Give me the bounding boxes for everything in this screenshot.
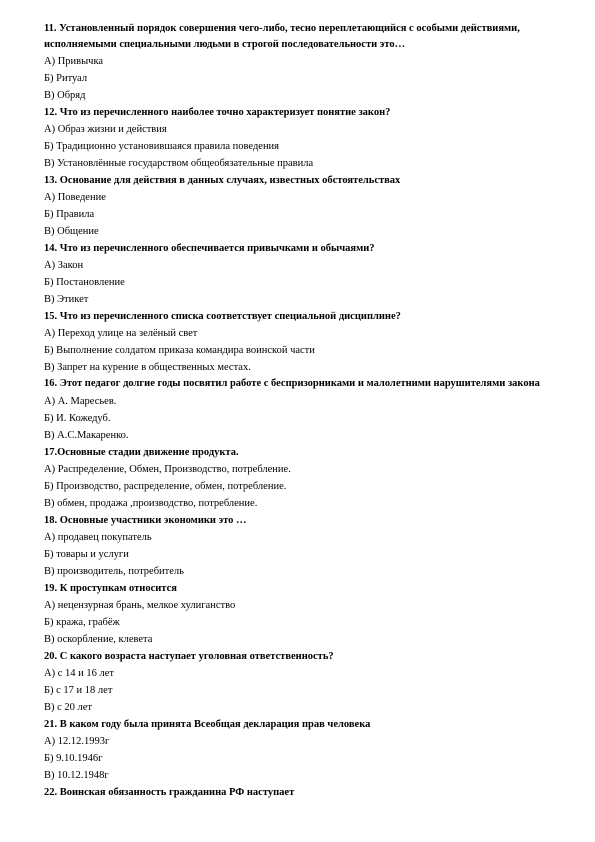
question-text: 15. Что из перечисленного списка соответствует специальной дисциплине? [44,311,401,322]
answer-option: А) Привычка [44,56,104,67]
question-block [44,512,559,580]
answer-option: В) Общение [44,226,99,237]
answer-option: В) 10.12.1948г [44,770,109,781]
answer-option: А) Поведение [44,192,106,203]
question-text: 13. Основание для действия в данных случаях, известных обстоятельствах [44,175,401,186]
question-block [44,648,559,716]
answer-option: Б) И. Кожедуб. [44,413,111,424]
question-block [44,104,559,172]
answer-option: В) с 20 лет [44,702,93,713]
question-block [44,21,559,104]
answer-option: В) Обряд [44,90,86,101]
answer-option: Б) товары и услуги [44,549,129,560]
question-block [44,716,559,784]
answer-option: А) нецензурная брань, мелкое хулиганство [44,600,236,611]
question-text: 20. С какого возраста наступает уголовная ответственность? [44,651,334,662]
answer-option: Б) с 17 и 18 лет [44,685,113,696]
answer-option: А) с 14 и 16 лет [44,668,114,679]
question-text: 22. Воинская обязанность гражданина РФ наступает [44,787,295,798]
question-block [44,444,559,512]
question-text: 19. К проступкам относится [44,583,177,594]
answer-option: В) обмен, продажа ,производство, потребление. [44,498,258,509]
answer-option: В) Установлённые государством общеобязательные правила [44,158,314,169]
question-text: 21. В каком году была принята Всеобщая декларация прав человека [44,719,371,730]
answer-option: Б) Традиционно установившаяся правила поведения [44,141,280,152]
questions-list [44,21,559,801]
question-text: 11. Установленный порядок совершения чего-либо, тесно переплетающийся с особыми действиями, исполняемыми специальными людьми в строгой последовательности это… [44,23,520,50]
answer-option: Б) Выполнение солдатом приказа командира воинской части [44,345,315,356]
question-text: 14. Что из перечисленного обеспечивается привычками и обычаями? [44,243,375,254]
question-text: 12. Что из перечисленного наиболее точно характеризует понятие закон? [44,107,391,118]
answer-option: В) Этикет [44,294,89,305]
question-text: 17.Основные стадии движение продукта. [44,447,239,458]
answer-option: В) Запрет на курение в общественных местах. [44,362,251,373]
answer-option: А) Распределение, Обмен, Производство, потребление. [44,464,291,475]
question-block [44,240,559,308]
question-text: 16. Этот педагог долгие годы посвятил работе с беспризорниками и малолетними нарушителями закона [44,378,540,389]
answer-option: Б) Ритуал [44,73,88,84]
answer-option: А) Образ жизни и действия [44,124,167,135]
question-block [44,376,559,444]
answer-option: Б) Производство, распределение, обмен, потребление. [44,481,287,492]
answer-option: В) оскорбление, клевета [44,634,153,645]
answer-option: Б) кража, грабёж [44,617,120,628]
answer-option: А) Закон [44,260,84,271]
answer-option: В) А.С.Макаренко. [44,430,129,441]
question-text: 18. Основные участники экономики это … [44,515,247,526]
question-block [44,172,559,240]
answer-option: Б) 9.10.1946г [44,753,103,764]
answer-option: А) продавец покупатель [44,532,152,543]
question-block [44,784,559,801]
answer-option: Б) Постановление [44,277,125,288]
answer-option: А) 12.12.1993г [44,736,110,747]
question-block [44,580,559,648]
question-block [44,308,559,376]
answer-option: А) Переход улице на зелёный свет [44,328,198,339]
answer-option: А) А. Маресьев. [44,396,117,407]
answer-option: В) производитель, потребитель [44,566,184,577]
answer-option: Б) Правила [44,209,95,220]
